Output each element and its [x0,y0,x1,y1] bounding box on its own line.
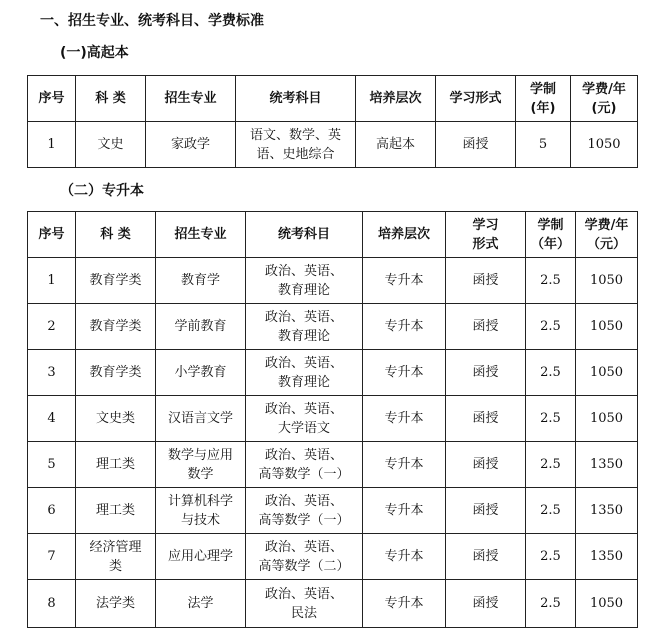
table-row [28,396,638,442]
table-cell: 法学 [156,580,246,628]
table-cell: 学前教育 [156,304,246,350]
table-cell: 2.5 [526,304,576,350]
table-cell: 1050 [576,258,638,304]
table-cell: 小学教育 [156,350,246,396]
header-cell: 统考科目 [246,212,363,258]
table-cell: 函授 [446,304,526,350]
table-row [28,534,638,580]
table-cell: 3 [28,350,76,396]
table-cell: 2.5 [526,580,576,628]
table-cell: 7 [28,534,76,580]
table-cell: 函授 [446,258,526,304]
header-cell: 学费/年 (元) [571,76,638,122]
table-cell: 专升本 [363,580,446,628]
table-cell: 计算机科学 与技术 [156,488,246,534]
table-cell: 2.5 [526,396,576,442]
table-cell: 教育学类 [76,304,156,350]
table-cell: 1 [28,122,76,168]
table-cell: 1050 [576,304,638,350]
table-cell: 1 [28,258,76,304]
table-cell: 专升本 [363,442,446,488]
table-cell: 政治、英语、 高等数学（一） [246,442,363,488]
table-row [28,304,638,350]
table-row [28,442,638,488]
table-row [28,350,638,396]
header-cell: 招生专业 [146,76,236,122]
table-cell: 6 [28,488,76,534]
gaoqiben-title: (一)高起本 [60,45,129,61]
header-cell: 科 类 [76,212,156,258]
table-cell: 专升本 [363,304,446,350]
table-cell: 1050 [576,350,638,396]
table-header-row [28,76,638,122]
table-cell: 专升本 [363,488,446,534]
table-cell: 高起本 [356,122,436,168]
header-cell: 学制 （年） [526,212,576,258]
table-cell: 函授 [436,122,516,168]
table-cell: 2.5 [526,488,576,534]
header-cell: 培养层次 [356,76,436,122]
table-cell: 汉语言文学 [156,396,246,442]
table-cell: 应用心理学 [156,534,246,580]
zhuanshengben-table [27,211,638,628]
table-cell: 政治、英语、 高等数学（一） [246,488,363,534]
table-cell: 政治、英语、 教育理论 [246,350,363,396]
zhuanshengben-title: （二）专升本 [60,183,144,199]
table-cell: 5 [516,122,571,168]
table-cell: 专升本 [363,350,446,396]
table-cell: 数学与应用 数学 [156,442,246,488]
table-cell: 2 [28,304,76,350]
table-cell: 政治、英语、 高等数学（二） [246,534,363,580]
header-cell: 学费/年 （元） [576,212,638,258]
table-cell: 专升本 [363,534,446,580]
header-cell: 学习形式 [436,76,516,122]
table-cell: 教育学类 [76,350,156,396]
table-row [28,122,638,168]
table-header-row [28,212,638,258]
table-row [28,258,638,304]
table-cell: 4 [28,396,76,442]
table-cell: 教育学 [156,258,246,304]
table-cell: 政治、英语、 民法 [246,580,363,628]
header-cell: 科 类 [76,76,146,122]
table-cell: 法学类 [76,580,156,628]
table-cell: 专升本 [363,396,446,442]
table-cell: 1050 [571,122,638,168]
table-cell: 教育学类 [76,258,156,304]
table-row [28,488,638,534]
table-cell: 文史 [76,122,146,168]
table-cell: 理工类 [76,488,156,534]
table-cell: 函授 [446,442,526,488]
table-cell: 5 [28,442,76,488]
table-cell: 语文、数学、英 语、史地综合 [236,122,356,168]
table-cell: 函授 [446,534,526,580]
table-cell: 8 [28,580,76,628]
table-cell: 2.5 [526,350,576,396]
section-title: 一、招生专业、统考科目、学费标准 [40,13,264,29]
table-cell: 函授 [446,350,526,396]
table-cell: 政治、英语、 大学语文 [246,396,363,442]
table-cell: 函授 [446,488,526,534]
table-cell: 1050 [576,396,638,442]
header-cell: 序号 [28,212,76,258]
header-cell: 统考科目 [236,76,356,122]
table-cell: 1350 [576,534,638,580]
header-cell: 学制 (年) [516,76,571,122]
header-cell: 学习 形式 [446,212,526,258]
table-cell: 文史类 [76,396,156,442]
table-cell: 1350 [576,442,638,488]
table-cell: 函授 [446,580,526,628]
header-cell: 培养层次 [363,212,446,258]
table-cell: 1350 [576,488,638,534]
header-cell: 序号 [28,76,76,122]
header-cell: 招生专业 [156,212,246,258]
table-cell: 2.5 [526,534,576,580]
table-cell: 家政学 [146,122,236,168]
gaoqiben-table [27,75,638,168]
table-cell: 经济管理 类 [76,534,156,580]
table-cell: 2.5 [526,258,576,304]
table-cell: 专升本 [363,258,446,304]
table-cell: 2.5 [526,442,576,488]
table-cell: 理工类 [76,442,156,488]
table-cell: 函授 [446,396,526,442]
table-row [28,580,638,628]
table-cell: 1050 [576,580,638,628]
table-cell: 政治、英语、 教育理论 [246,258,363,304]
table-cell: 政治、英语、 教育理论 [246,304,363,350]
